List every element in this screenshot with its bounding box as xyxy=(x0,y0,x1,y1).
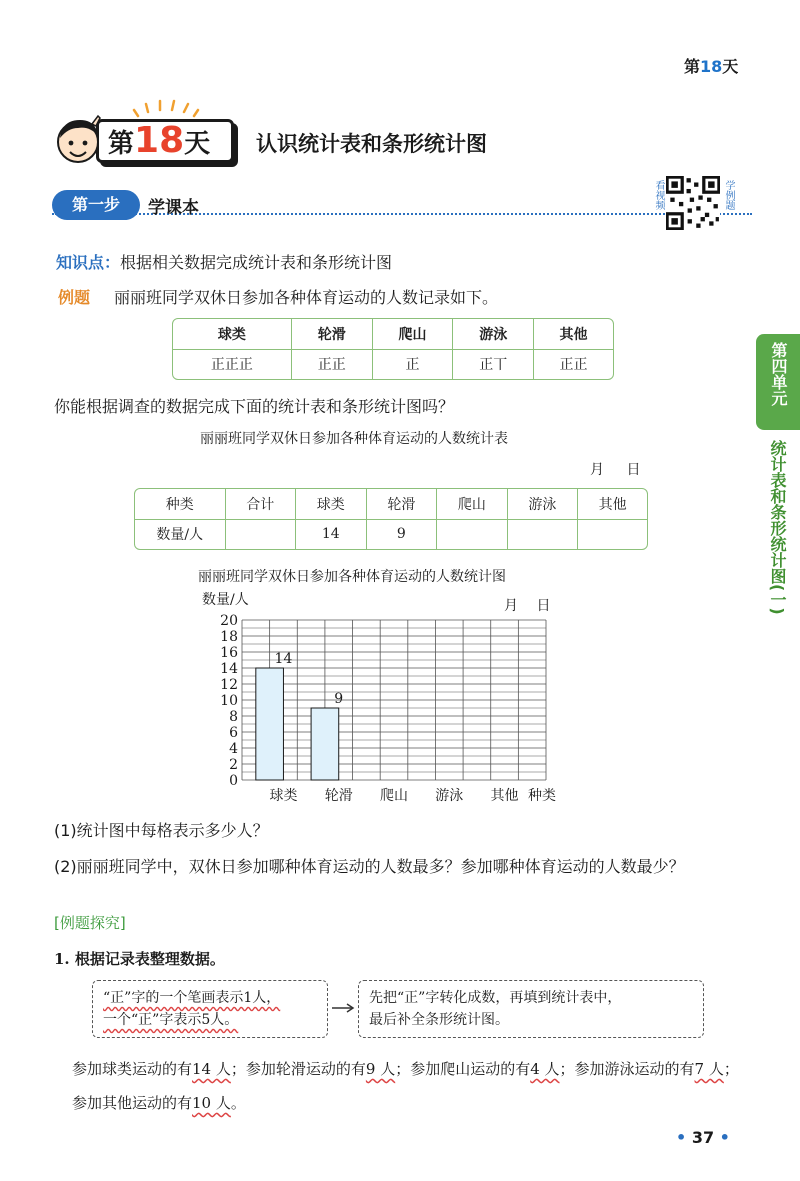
example-text: 丽丽班同学双休日参加各种体育运动的人数记录如下。 xyxy=(114,288,499,307)
unit-tab-label: 第四单元 xyxy=(769,342,788,406)
y-tick-label: 4 xyxy=(229,741,238,757)
stat-header-cell: 合计 xyxy=(225,489,296,519)
bar xyxy=(311,708,339,780)
tally-header-cell: 其他 xyxy=(534,319,613,349)
tally-cell: 正正正 xyxy=(173,349,291,379)
tally-header-cell: 球类 xyxy=(173,319,291,349)
y-tick-label: 18 xyxy=(220,629,238,645)
y-tick-label: 16 xyxy=(220,645,238,661)
hint-line: 最后补全条形统计图。 xyxy=(369,1012,509,1028)
tally-header-cell: 轮滑 xyxy=(291,319,372,349)
chart-grid xyxy=(242,620,546,780)
hint-line: 一个“正”字表示5人。 xyxy=(103,1012,239,1028)
stat-header-row xyxy=(135,489,647,519)
question-1: (1)统计图中每格表示多少人？ xyxy=(54,821,269,840)
y-tick-label: 6 xyxy=(229,725,238,741)
tally-table xyxy=(172,318,614,380)
x-category-label: 轮滑 xyxy=(324,788,353,804)
x-category-label: 其他 xyxy=(490,788,519,804)
hint-box-method xyxy=(358,980,704,1038)
y-tick-label: 14 xyxy=(220,661,238,677)
tally-cell: 正 xyxy=(372,349,453,379)
x-category-label: 爬山 xyxy=(380,788,408,804)
step-label: 学课本 xyxy=(148,198,199,218)
y-tick-label: 2 xyxy=(229,757,238,773)
stat-table-date: 月 日 xyxy=(590,462,641,478)
chart-date: 月 日 xyxy=(504,598,551,614)
arrow-right-icon xyxy=(330,1000,356,1016)
question-text: 你能根据调查的数据完成下面的统计表和条形统计图吗？ xyxy=(54,397,455,416)
tally-header-row xyxy=(173,319,613,349)
bar-data-label: 14 xyxy=(274,651,293,667)
tally-row xyxy=(173,349,613,379)
hint-box-tally xyxy=(92,980,328,1038)
stat-value-cell[interactable] xyxy=(437,519,508,549)
stat-value-cell: 数量/人 xyxy=(135,519,225,549)
qr-left-text: 看视频 xyxy=(653,180,664,210)
tally-cell: 正正 xyxy=(534,349,613,379)
page-title: 认识统计表和条形统计图 xyxy=(256,132,487,156)
chart-x-label: 种类 xyxy=(528,788,556,804)
stat-header-cell: 爬山 xyxy=(437,489,508,519)
tally-header-cell: 爬山 xyxy=(372,319,453,349)
unit-subtitle: 统计表和条形统计图(一) xyxy=(768,440,787,615)
tally-cell: 正正 xyxy=(291,349,372,379)
example-tag: 例题 xyxy=(58,288,91,307)
stat-header-cell: 游泳 xyxy=(507,489,578,519)
chart-x-categories xyxy=(269,787,518,804)
x-category-label: 球类 xyxy=(269,788,298,804)
stat-value-cell: 14 xyxy=(296,519,367,549)
tally-cell: 正丅 xyxy=(453,349,534,379)
y-tick-label: 8 xyxy=(229,709,238,725)
chart-bars xyxy=(256,651,343,780)
question-2: (2)丽丽班同学中，双休日参加哪种体育运动的人数最多？参加哪种体育运动的人数最少？ xyxy=(54,857,685,876)
boy-mascot-icon xyxy=(52,114,104,170)
answer-value: 14 人 xyxy=(192,1060,231,1078)
answer-value: 9 人 xyxy=(365,1060,396,1078)
sun-rays-icon xyxy=(130,96,200,120)
stat-header-cell: 球类 xyxy=(296,489,367,519)
y-tick-label: 10 xyxy=(220,693,238,709)
step-1-heading: 1. 根据记录表整理数据。 xyxy=(54,950,225,968)
y-tick-label: 12 xyxy=(220,677,238,693)
explore-heading: [例题探究] xyxy=(54,914,126,932)
answer-value: 7 人 xyxy=(694,1060,724,1078)
y-tick-label: 0 xyxy=(229,773,238,789)
statistics-table xyxy=(134,488,648,550)
stat-table-caption: 丽丽班同学双休日参加各种体育运动的人数统计表 xyxy=(200,431,508,447)
stat-header-cell: 其他 xyxy=(578,489,647,519)
chart-y-ticks xyxy=(220,613,238,789)
page-number: • 37 • xyxy=(676,1128,730,1147)
day-marker: 第18天 xyxy=(684,57,739,76)
knowledge-point: 知识点：根据相关数据完成统计表和条形统计图 xyxy=(56,253,393,272)
chart-y-label: 数量/人 xyxy=(202,592,249,608)
stat-value-cell[interactable] xyxy=(225,519,296,549)
bar-data-label: 9 xyxy=(334,691,344,707)
step-pill: 第一步 xyxy=(52,190,140,220)
chart-caption: 丽丽班同学双休日参加各种体育运动的人数统计图 xyxy=(198,569,506,585)
stat-header-cell: 轮滑 xyxy=(366,489,437,519)
qr-code-icon[interactable] xyxy=(666,176,720,230)
bar-chart xyxy=(190,588,580,810)
stat-value-cell[interactable] xyxy=(507,519,578,549)
stat-value-cell: 9 xyxy=(366,519,437,549)
answer-paragraph: 参加球类运动的有14 人；参加轮滑运动的有9 人；参加爬山运动的有4 人；参加游泳运动的有7 人；参加其他运动的有10 人。 xyxy=(72,1060,739,1112)
bar xyxy=(256,668,284,780)
y-tick-label: 20 xyxy=(220,613,238,629)
hint-line: “正”字的一个笔画表示1人， xyxy=(103,990,281,1006)
hint-line: 先把“正”字转化成数，再填到统计表中， xyxy=(369,990,622,1006)
answer-value: 4 人 xyxy=(530,1060,560,1078)
stat-value-row xyxy=(135,519,647,549)
qr-block xyxy=(652,176,736,232)
stat-header-cell: 种类 xyxy=(135,489,225,519)
day-badge-text: 第18天 xyxy=(108,120,211,161)
tally-header-cell: 游泳 xyxy=(453,319,534,349)
answer-value: 10 人 xyxy=(192,1094,231,1112)
qr-right-text: 学例题 xyxy=(723,180,734,210)
x-category-label: 游泳 xyxy=(435,788,464,804)
stat-value-cell[interactable] xyxy=(578,519,647,549)
